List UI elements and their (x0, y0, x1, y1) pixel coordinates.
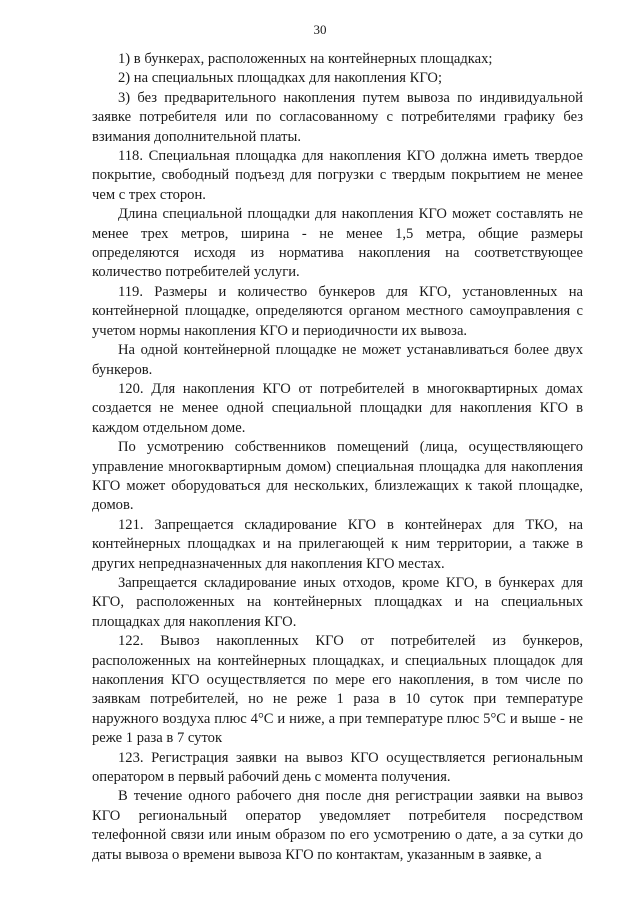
paragraph: Запрещается складирование иных отходов, кроме КГО, в бункерах для КГО, расположенных на контейнерных площадках и на специальных площадках для накопления КГО. (92, 574, 583, 630)
paragraph: Длина специальной площадки для накопления КГО может составлять не менее трех метров, ширина - не менее 1,5 метра, общие размеры определяются исходя из норматива накопления на соответствующее количество потребителей услуги. (92, 206, 583, 281)
paragraph: 2) на специальных площадках для накопления КГО; (118, 70, 443, 87)
paragraph: 121. Запрещается складирование КГО в контейнерах для ТКО, на контейнерных площадках и на прилегающей к ним территории, а также в других непредназначенных для накопления КГО местах. (92, 516, 583, 572)
paragraph: По усмотрению собственников помещений (лица, осуществляющего управление многоквартирным домом) специальная площадка для накопления КГО может оборудоваться для нескольких, близлежащих к такой площадке, домов. (92, 439, 583, 514)
paragraph: На одной контейнерной площадке не может устанавливаться более двух бункеров. (92, 342, 583, 378)
paragraph: 118. Специальная площадка для накопления КГО должна иметь твердое покрытие, свободный подъезд для погрузки с твердым покрытием не менее чем с трех сторон. (92, 148, 583, 203)
paragraph: 119. Размеры и количество бункеров для КГО, установленных на контейнерной площадке, определяются органом местного самоуправления с учетом нормы накопления КГО и периодичности их вывоза. (92, 283, 583, 339)
document-body (92, 50, 583, 865)
paragraph: 123. Регистрация заявки на вывоз КГО осуществляется региональным оператором в первый рабочий день с момента получения. (92, 749, 583, 786)
paragraph: 3) без предварительного накопления путем вывоза по индивидуальной заявке потребителя или по согласованному с потребителями графику без взимания дополнительной платы. (92, 89, 583, 145)
paragraph: В течение одного рабочего дня после дня регистрации заявки на вывоз КГО региональный оператор уведомляет потребителя посредством телефонной связи или иным образом по его усмотрению о дате, а за сутки до даты вывоза о времени вывоза КГО по контактам, указанным в заявке, а (92, 788, 583, 863)
page-number: 30 (313, 22, 327, 37)
paragraph: 120. Для накопления КГО от потребителей в многоквартирных домах создается не менее одной специальной площадки для накопления КГО в каждом отдельном доме. (92, 380, 583, 436)
paragraph: 122. Вывоз накопленных КГО от потребителей из бункеров, расположенных на контейнерных площадках, и специальных площадок для накопления КГО осуществляется по мере его накопления, в том числе по заявкам потребителей, но не реже 1 раза в 10 суток при температуре наружного воздуха плюс 4°С и ниже, а при температуре плюс 5°С и выше - не реже 1 раза в 7 суток (92, 633, 583, 747)
paragraph: 1) в бункерах, расположенных на контейнерных площадках; (118, 51, 493, 67)
